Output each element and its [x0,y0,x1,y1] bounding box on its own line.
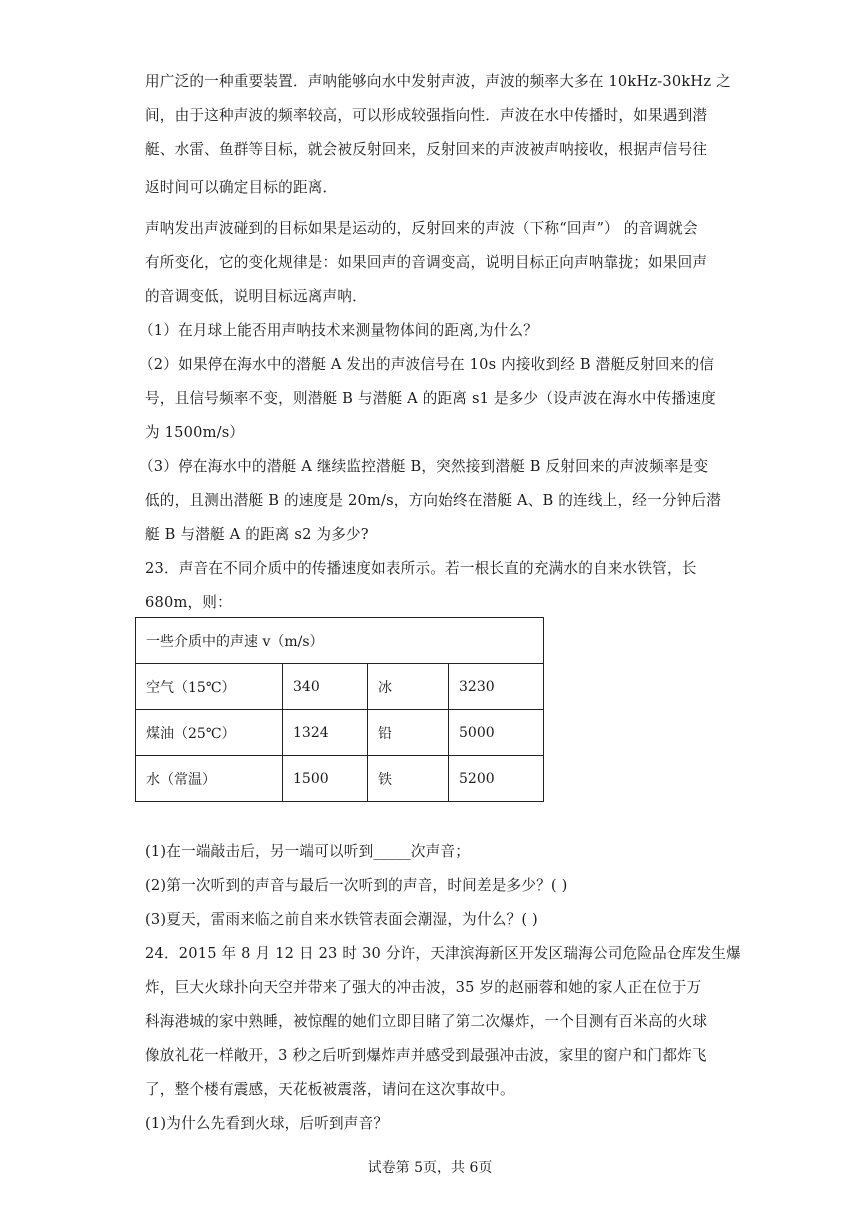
table-header-row [136,618,544,664]
sonar-paragraph-line: 用广泛的一种重要装置．声呐能够向水中发射声波，声波的频率大多在 10kHz-30kHz 之 [145,73,731,90]
table-cell: 水（常温） [136,756,283,802]
q23-subquestion-2: (2)第一次听到的声音与最后一次听到的声音，时间差是多少？( ) [145,877,568,894]
table-row [136,710,544,756]
table-cell: 铅 [368,710,449,756]
sonar-paragraph-line: 间，由于这种声波的频率较高，可以形成较强指向性．声波在水中传播时，如果遇到潜 [145,107,708,124]
table-cell: 5000 [449,710,544,756]
sonar-paragraph-line: 返时间可以确定目标的距离． [145,179,338,196]
q22-subquestion-3-line: 艇 B 与潜艇 A 的距离 s2 为多少? [145,526,369,543]
q23-stem-line: 23．声音在不同介质中的传播速度如表所示。若一根长直的充满水的自来水铁管，长 [145,560,697,577]
q22-subquestion-3-line: （3）停在海水中的潜艇 A 继续监控潜艇 B，突然接到潜艇 B 反射回来的声波频率是变 [139,458,709,475]
sound-speed-table [135,617,544,802]
q23-subquestion-3: (3)夏天，雷雨来临之前自来水铁管表面会潮湿，为什么？( ) [145,911,538,928]
table-cell: 煤油（25℃） [136,710,283,756]
q24-stem-line: 炸，巨大火球扑向天空并带来了强大的冲击波，35 岁的赵丽蓉和她的家人正在位于万 [145,979,702,996]
q22-subquestion-1: （1）在月球上能否用声呐技术来测量物体间的距离,为什么？ [139,322,538,339]
q23-stem-line: 680m，则： [145,594,232,611]
table-cell: 铁 [368,756,449,802]
echo-paragraph-line: 声呐发出声波碰到的目标如果是运动的，反射回来的声波（下称“回声”） 的音调就会 [145,220,698,237]
q24-stem-line: 科海港城的家中熟睡，被惊醒的她们立即目睹了第二次爆炸，一个目测有百米高的火球 [145,1013,708,1030]
q24-subquestion-1: (1)为什么先看到火球，后听到声音？ [145,1115,389,1132]
table-cell: 空气（15℃） [136,664,283,710]
q23-subquestion-1: (1)在一端敲击后，另一端可以听到_____次声音； [145,843,471,860]
q22-subquestion-2-line: （2）如果停在海水中的潜艇 A 发出的声波信号在 10s 内接收到经 B 潜艇反射回来的信 [139,356,715,373]
q22-subquestion-3-line: 低的，且测出潜艇 B 的速度是 20m/s，方向始终在潜艇 A、B 的连线上，经一分钟后潜 [145,492,721,509]
q24-stem-line: 了，整个楼有震感，天花板被震落，请问在这次事故中。 [145,1081,515,1098]
q22-subquestion-2-line: 为 1500m/s） [145,424,245,441]
q24-stem-line: 24．2015 年 8 月 12 日 23 时 30 分许，天津滨海新区开发区瑞海公司危险品仓库发生爆 [145,945,741,962]
table-cell: 1324 [283,710,368,756]
table-cell: 3230 [449,664,544,710]
q24-stem-line: 像放礼花一样敞开，3 秒之后听到爆炸声并感受到最强冲击波，家里的窗户和门都炸飞 [145,1047,707,1064]
table-cell: 340 [283,664,368,710]
echo-paragraph-line: 有所变化，它的变化规律是：如果回声的音调变高，说明目标正向声呐靠拢；如果回声 [145,254,708,271]
table-row [136,756,544,802]
sonar-paragraph-line: 艇、水雷、鱼群等目标，就会被反射回来，反射回来的声波被声呐接收，根据声信号往 [145,141,708,158]
table-row [136,664,544,710]
table-cell: 1500 [283,756,368,802]
table-cell: 5200 [449,756,544,802]
table-cell: 冰 [368,664,449,710]
echo-paragraph-line: 的音调变低，说明目标远离声呐． [145,288,367,305]
page-footer: 试卷第 5页，共 6页 [367,1160,493,1176]
table-title: 一些介质中的声速 v（m/s） [136,618,544,664]
q22-subquestion-2-line: 号，且信号频率不变，则潜艇 B 与潜艇 A 的距离 s1 是多少（设声波在海水中传播速度 [145,390,716,407]
